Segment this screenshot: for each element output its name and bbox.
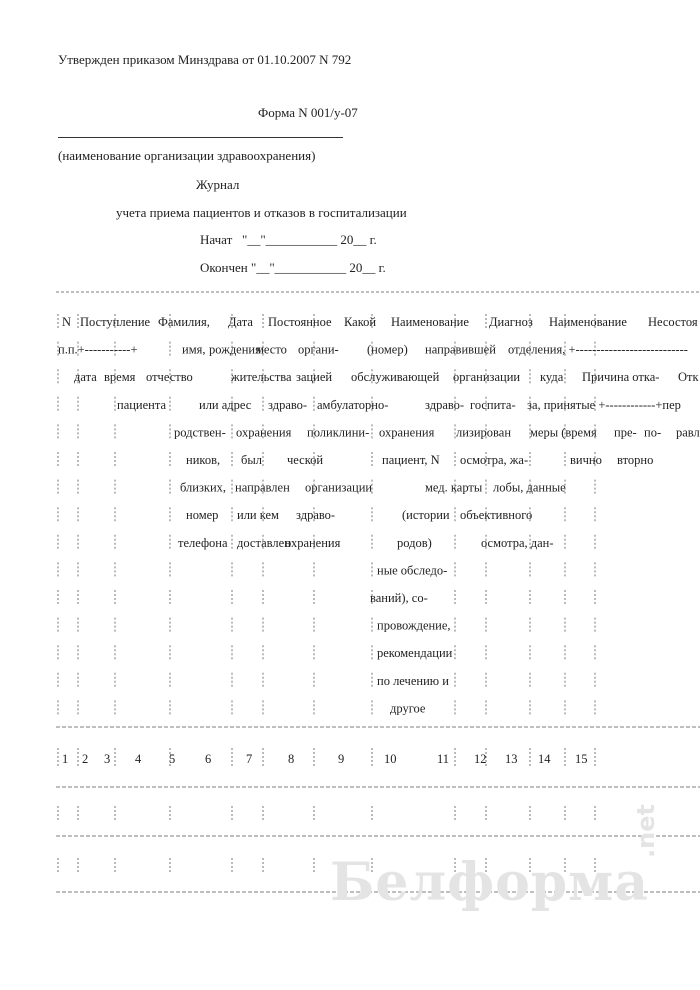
table-header-cell: близких, bbox=[180, 480, 227, 495]
column-number: 6 bbox=[205, 752, 212, 766]
table-header-cell: госпита- bbox=[470, 397, 516, 412]
journal-ended: Окончен "__"___________ 20__ г. bbox=[200, 260, 386, 275]
column-number: 4 bbox=[135, 752, 142, 766]
table-header-cell: пациента bbox=[117, 397, 167, 412]
table-header-cell: здраво- bbox=[296, 508, 336, 523]
table-header-cell: жительства bbox=[231, 370, 292, 385]
table-header-cell: направившей bbox=[425, 342, 496, 357]
column-number: 8 bbox=[288, 752, 295, 766]
table-header-cell: ваний), со- bbox=[370, 591, 428, 605]
table-header-cell: Диагноз bbox=[489, 315, 533, 329]
table-header-cell: или кем bbox=[237, 508, 279, 523]
table-header-cell: поликлини- bbox=[307, 425, 370, 440]
table-header-cell: доставлен bbox=[237, 535, 291, 550]
table-header-cell: осмотра, дан- bbox=[481, 535, 554, 550]
table-header-cell: ческой bbox=[287, 453, 324, 467]
table-header-cell: телефона bbox=[178, 535, 228, 550]
table-header-cell: осмотра, жа- bbox=[460, 453, 529, 467]
table-header-cell: (истории bbox=[402, 508, 450, 523]
table-header-cell: равл bbox=[676, 425, 700, 440]
table-header-cell: охранения bbox=[236, 425, 292, 440]
table-header-cell: родов) bbox=[397, 535, 432, 550]
table-header-cell: куда bbox=[540, 370, 564, 385]
table-header-cell: был bbox=[241, 453, 262, 467]
table-header-cell: меры (время bbox=[530, 425, 597, 440]
table-header-cell: Дата bbox=[228, 315, 253, 329]
watermark-brand: Белформа bbox=[330, 852, 649, 913]
table-header-cell: органи- bbox=[298, 342, 339, 357]
table-header-cell: рекомендации bbox=[377, 646, 453, 661]
table-header-cell: Наименование bbox=[549, 315, 627, 329]
column-number: 3 bbox=[104, 752, 111, 766]
table-header-cell: организации bbox=[453, 370, 521, 385]
column-number: 1 bbox=[62, 752, 69, 766]
table-header-cell: обслуживающей bbox=[351, 370, 440, 385]
table-header-cell: зацией bbox=[296, 370, 333, 385]
table-header-cell: Какой bbox=[344, 315, 377, 329]
table-header-cell: пре- bbox=[614, 425, 637, 440]
table-column-numbers bbox=[62, 752, 588, 766]
column-number: 15 bbox=[575, 752, 588, 766]
table-header-cell: охранения bbox=[379, 425, 435, 440]
table-header-cell: здраво- bbox=[268, 397, 308, 412]
table-header-cell: охранения bbox=[285, 535, 341, 550]
table-header-cell: направлен bbox=[235, 480, 290, 495]
approval-line: Утвержден приказом Минздрава от 01.10.2007 N 792 bbox=[58, 52, 352, 67]
table-header-cell: пациент, N bbox=[382, 453, 440, 467]
table-header-cell: Постоянное bbox=[268, 315, 332, 329]
column-number: 7 bbox=[246, 752, 253, 766]
table-header-cell: Наименование bbox=[391, 315, 469, 329]
table-header-cell: отделения, +--------------------------- bbox=[508, 342, 688, 357]
table-header-cell: лобы, данные bbox=[493, 480, 566, 495]
column-number: 12 bbox=[474, 752, 487, 766]
column-number: 11 bbox=[437, 752, 450, 766]
table-header-cell: провождение, bbox=[377, 618, 451, 633]
column-number: 10 bbox=[384, 752, 397, 766]
journal-title: Журнал bbox=[196, 177, 240, 192]
column-number: 9 bbox=[338, 752, 345, 766]
table-header-cell: Фамилия, bbox=[158, 315, 210, 329]
table-header-cell: Поступление bbox=[80, 315, 151, 329]
table-header-cell: Причина отка- bbox=[582, 370, 660, 385]
table-header-cell: или адрес bbox=[199, 397, 252, 412]
table-header-cell: Несостоя bbox=[648, 315, 698, 329]
column-number: 5 bbox=[169, 752, 176, 766]
column-number: 2 bbox=[82, 752, 89, 766]
table-header-cell: амбулаторно- bbox=[317, 397, 389, 412]
table-header-cell: имя, bbox=[182, 342, 206, 357]
table-header-cell: объективного bbox=[460, 508, 533, 523]
table-header-cell: время bbox=[104, 370, 136, 385]
table-header-cell: вторно bbox=[617, 453, 654, 467]
table-header-cell: мед. карты bbox=[425, 480, 483, 495]
table-header-cell: ные обследо- bbox=[377, 563, 448, 578]
table-header-cell: вично bbox=[570, 453, 602, 467]
table-header-cell: лизирован bbox=[456, 425, 512, 440]
organization-caption: (наименование организации здравоохранения) bbox=[58, 148, 316, 163]
column-number: 14 bbox=[538, 752, 551, 766]
form-number: Форма N 001/у-07 bbox=[258, 105, 358, 120]
table-header-cell: ников, bbox=[186, 453, 221, 467]
table-header-cell: Отк bbox=[678, 370, 699, 385]
watermark-suffix: .net bbox=[632, 804, 660, 858]
table-header-cell: родствен- bbox=[174, 425, 226, 440]
column-number: 13 bbox=[505, 752, 518, 766]
table-header-text bbox=[58, 315, 700, 715]
journal-subtitle: учета приема пациентов и отказов в госпитализации bbox=[116, 205, 407, 220]
table-header-cell: за, принятые +------------+пер bbox=[527, 397, 681, 412]
table-header-cell: здраво- bbox=[425, 397, 465, 412]
table-header-cell: (номер) bbox=[367, 342, 408, 357]
table-header-cell: другое bbox=[390, 701, 426, 716]
table-header-cell: организации bbox=[305, 480, 373, 495]
table-header-cell: отчество bbox=[146, 370, 193, 385]
table-header-cell: дата bbox=[74, 370, 97, 385]
table-header-cell: номер bbox=[186, 508, 219, 523]
table-header-cell: по- bbox=[644, 425, 662, 440]
table-header-cell: место bbox=[256, 342, 287, 357]
table-header-cell: п.п.+-----------+ bbox=[58, 342, 138, 357]
table-header-cell: N bbox=[62, 315, 72, 329]
journal-started: Начат "__"___________ 20__ г. bbox=[200, 232, 377, 247]
table-header-cell: рождения bbox=[209, 342, 261, 357]
table-header-cell: по лечению и bbox=[377, 673, 449, 688]
